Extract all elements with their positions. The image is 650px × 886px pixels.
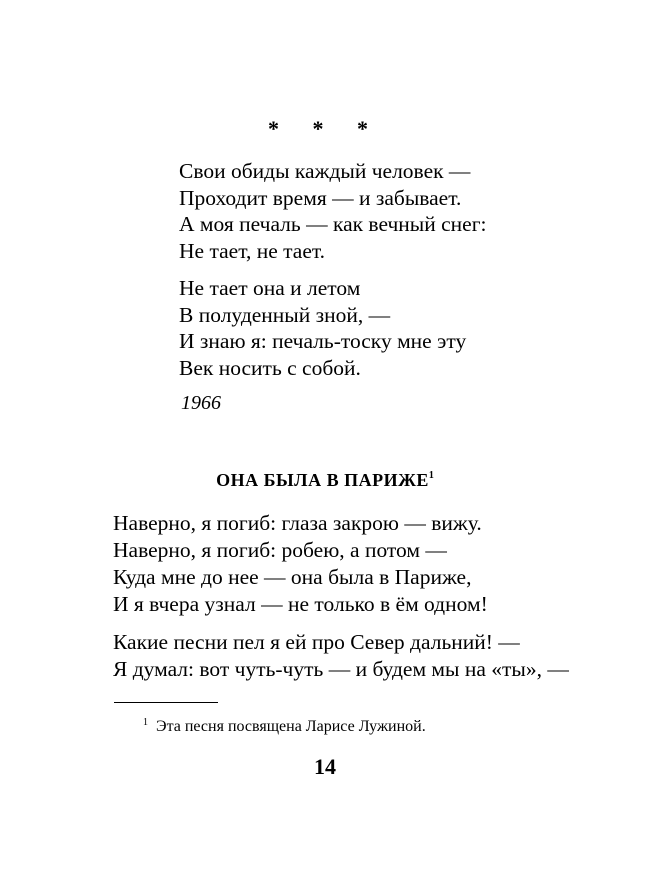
footnote-divider bbox=[114, 702, 218, 703]
poem-line: Свои обиды каждый человек — bbox=[179, 159, 471, 183]
poem-line: Какие песни пел я ей про Север дальний! — bbox=[113, 630, 520, 654]
poem2-stanza-1 bbox=[113, 510, 569, 618]
section-separator: * * * bbox=[268, 116, 382, 141]
poem-line: Век носить с собой. bbox=[179, 355, 361, 380]
poem-untitled bbox=[179, 158, 487, 392]
poem-line: Наверно, я погиб: робею, а потом — bbox=[113, 538, 447, 562]
footnote-reference: 1 bbox=[428, 470, 434, 481]
poem-title-text: ОНА БЫЛА В ПАРИЖЕ bbox=[216, 470, 429, 490]
poem-line: Не тает она и летом bbox=[179, 276, 361, 300]
page-number: 14 bbox=[314, 754, 336, 779]
poem-line: И я вчера узнал — не только в ём одном! bbox=[113, 592, 488, 616]
poem-title bbox=[0, 470, 650, 491]
poem-line: Не тает, не тает. bbox=[179, 238, 326, 263]
poem-line: Проходит время — и забывает. bbox=[179, 185, 462, 210]
poem1-stanza-2 bbox=[179, 275, 487, 381]
footnote bbox=[143, 717, 426, 736]
poem-line: Я думал: вот чуть-чуть — и будем мы на «ты», — bbox=[113, 657, 569, 681]
poem2-stanza-2 bbox=[113, 629, 569, 683]
footnote-mark: 1 bbox=[143, 717, 148, 728]
poem1-stanza-1 bbox=[179, 158, 487, 264]
poem-line: Наверно, я погиб: глаза закрою — вижу. bbox=[113, 511, 482, 535]
poem-line: В полуденный зной, — bbox=[179, 302, 391, 327]
poem-year: 1966 bbox=[181, 392, 221, 414]
poem-line: Куда мне до нее — она была в Париже, bbox=[113, 565, 472, 589]
poem-ona-byla-v-parizhe bbox=[113, 510, 569, 694]
poem-line: И знаю я: печаль-тоску мне эту bbox=[179, 329, 467, 353]
poem-line: А моя печаль — как вечный снег: bbox=[179, 212, 487, 236]
footnote-text: Эта песня посвящена Ларисе Лужиной. bbox=[156, 718, 426, 735]
